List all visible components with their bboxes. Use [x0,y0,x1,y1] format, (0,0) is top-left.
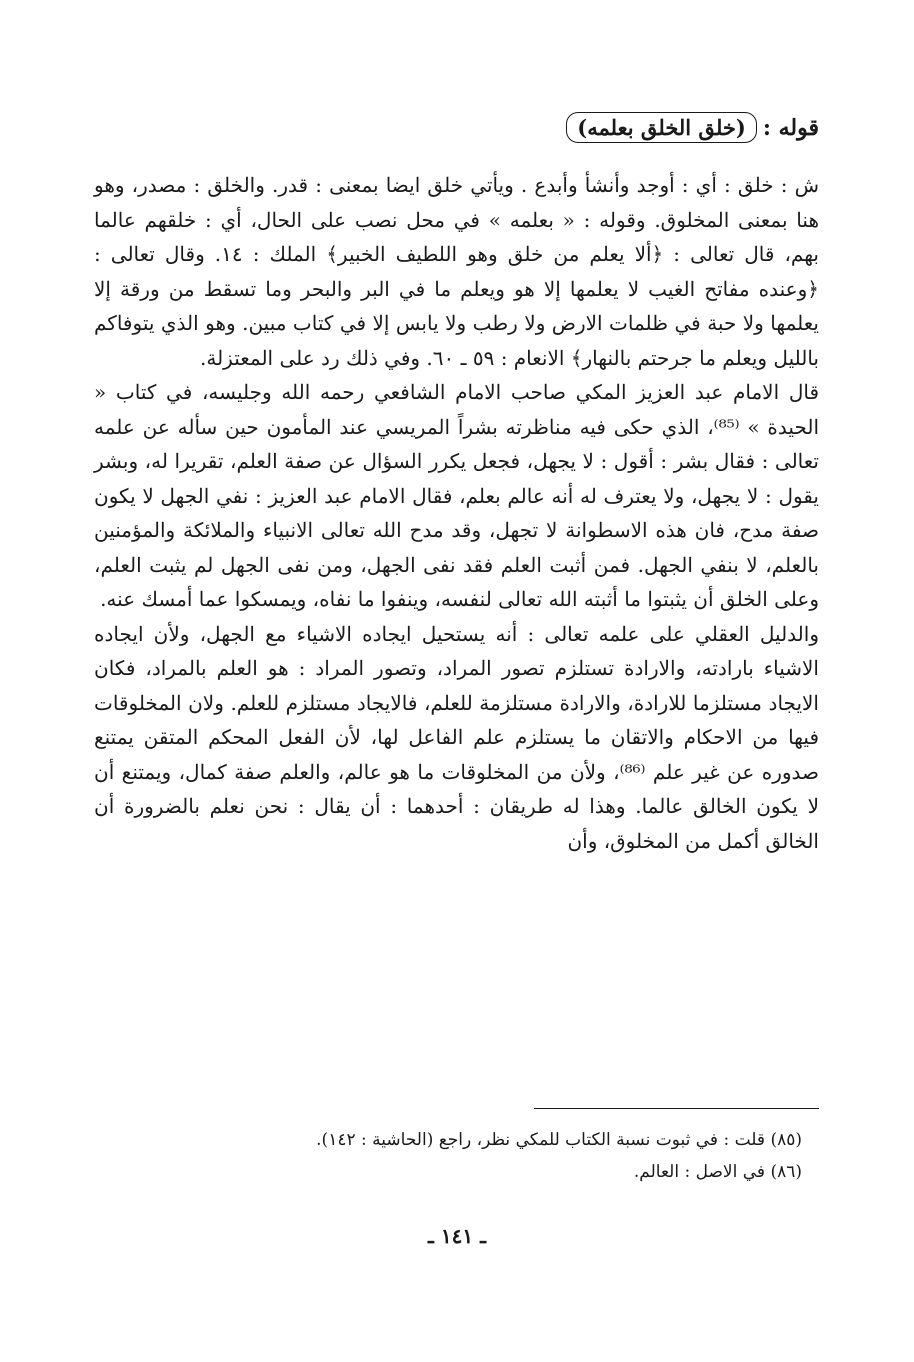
body-text [94,168,819,858]
section-heading [566,112,819,143]
footnote-divider [534,1108,819,1109]
heading-label: قوله : [762,114,819,141]
heading-quote: (خلق الخلق بعلمه) [566,112,757,143]
footnote-85: (٨٥) قلت : في ثبوت نسبة الكتاب للمكي نظر، راجع (الحاشية : ١٤٢). [316,1130,802,1150]
paragraph-commentary: ش : خلق : أي : أوجد وأنشأ وأبدع . ويأتي خلق ايضا بمعنى : قدر. والخلق : مصدر، وهو هنا بمعنى المخلوق. وقوله : « بعلمه » في محل نصب على الحال، أي : خلقهم عالما بهم، قال تعالى : ﴿ألا يعلم من خلق وهو اللطيف الخبير﴾ الملك : ١٤. وقال تعالى : ﴿وعنده مفاتح الغيب لا يعلمها إلا هو ويعلم ما في البر والبحر وما تسقط من ورقة إلا يعلمها ولا حبة في ظلمات الارض ولا رطب ولا يابس إلا في كتاب مبين. وهو الذي يتوفاكم بالليل ويعلم ما جرحتم بالنهار﴾ الانعام : ٥٩ ـ ٦٠. وفي ذلك رد على المعتزلة. [94,173,819,370]
footnote-86: (٨٦) في الاصل : العالم. [633,1162,802,1182]
footnotes [102,1124,802,1188]
paragraph-abdulaziz: قال الامام عبد العزيز المكي صاحب الامام الشافعي رحمه الله وجليسه، في كتاب « الحيدة » ⁽⁸⁵⁾، الذي حكى فيه مناظرته بشراً المريسي عند المأمون حين سأله عن علمه تعالى : فقال بشر : أقول : لا يجهل، فجعل يكرر السؤال عن صفة العلم، تقريرا له، وبشر يقول : لا يجهل، ولا يعترف له أنه عالم بعلم، فقال الامام عبد العزيز : نفي الجهل لا يكون صفة مدح، فان هذه الاسطوانة لا تجهل، وقد مدح الله تعالى الانبياء والملائكة والمؤمنين بالعلم، لا بنفي الجهل. فمن أثبت العلم فقد نفى الجهل، ومن نفى الجهل لم يثبت العلم، وعلى الخلق أن يثبتوا ما أثبته الله تعالى لنفسه، وينفوا ما نفاه، ويمسكوا عما أمسك عنه. [94,380,819,611]
paragraph-rational-proof: والدليل العقلي على علمه تعالى : أنه يستحيل ايجاده الاشياء مع الجهل، ولأن ايجاده الاشياء بارادته، والارادة تستلزم تصور المراد، وتصور المراد : هو العلم بالمراد، فكان الايجاد مستلزما للارادة، والارادة مستلزمة للعلم، فالايجاد مستلزم للعلم. ولان المخلوقات فيها من الاحكام والاتقان ما يستلزم علم الفاعل لها، لأن الفعل المحكم المتقن يمتنع صدوره عن غير علم ⁽⁸⁶⁾، ولأن من المخلوقات ما هو عالم، والعلم صفة كمال، ويمتنع أن لا يكون الخالق عالما. وهذا له طريقان : أحدهما : أن يقال : نحن نعلم بالضرورة أن الخالق أكمل من المخلوق، وأن [94,621,819,853]
page-number: ـ ١٤١ ـ [428,1224,486,1248]
